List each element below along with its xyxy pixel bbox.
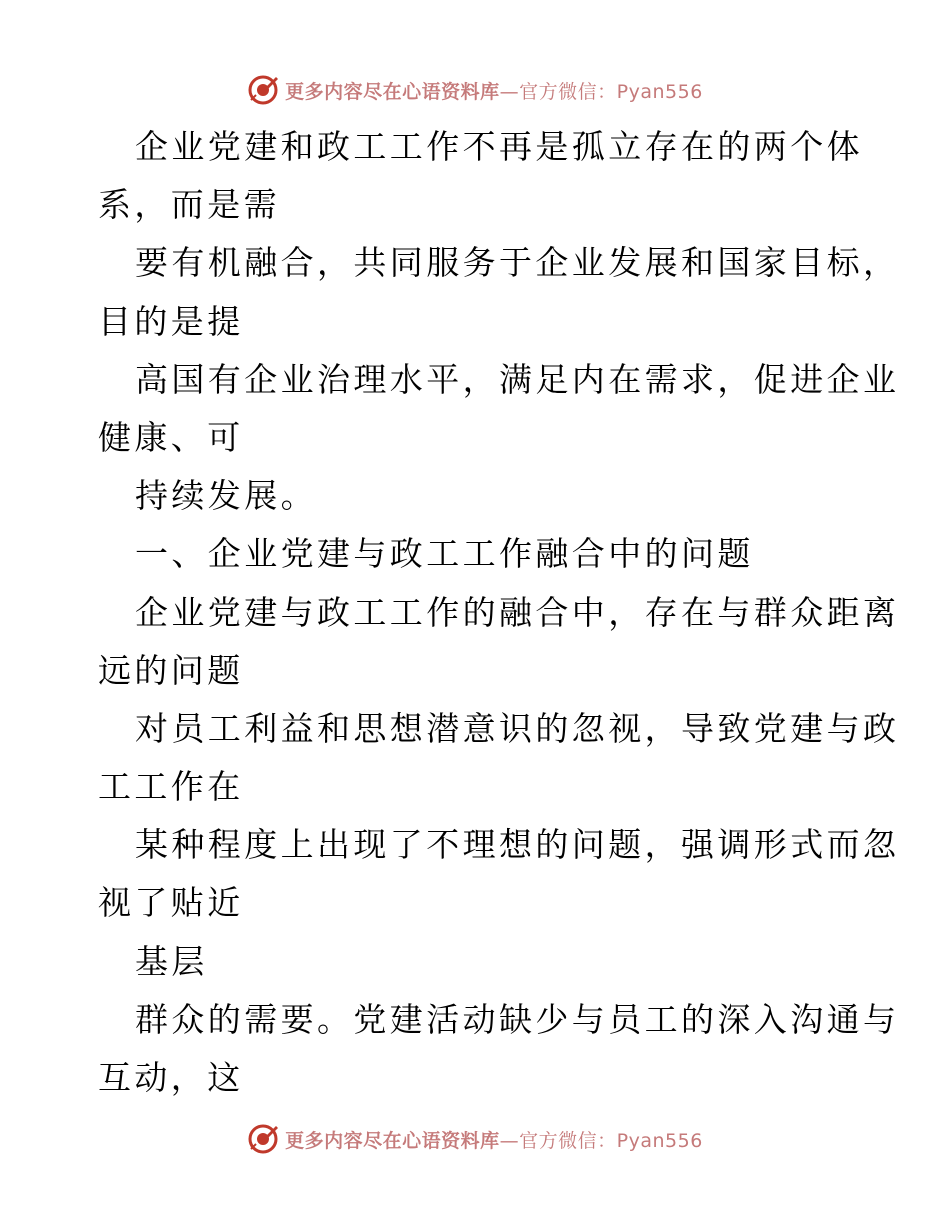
watermark-text bbox=[285, 77, 703, 104]
section-heading: 一、企业党建与政工工作融合中的问题 bbox=[135, 534, 754, 574]
text-line: 健康、可 bbox=[98, 417, 244, 457]
text-line: 企业党建与政工工作的融合中，存在与群众距离 bbox=[135, 592, 900, 632]
watermark-text-rest: —官方微信：Pyan556 bbox=[499, 1129, 703, 1152]
text-line: 某种程度上出现了不理想的问题，强调形式而忽 bbox=[135, 825, 900, 865]
text-line: 企业党建和政工工作不再是孤立存在的两个体 bbox=[135, 127, 863, 166]
text-line: 系，而是需 bbox=[98, 185, 280, 225]
text-line: 工工作在 bbox=[98, 767, 244, 807]
document-body bbox=[98, 118, 900, 1107]
text-line: 高国有企业治理水平，满足内在需求，促进企业 bbox=[135, 359, 900, 399]
watermark-text-rest: —官方微信：Pyan556 bbox=[499, 80, 703, 103]
text-line: 互动，这 bbox=[98, 1058, 244, 1097]
text-line: 基层 bbox=[135, 941, 208, 981]
pen-logo-icon bbox=[247, 1123, 279, 1155]
text-line: 群众的需要。党建活动缺少与员工的深入沟通与 bbox=[135, 999, 900, 1039]
text-line: 远的问题 bbox=[98, 650, 244, 690]
watermark-text-main: 更多内容尽在心语资料库 bbox=[285, 80, 500, 103]
text-line: 目的是提 bbox=[98, 301, 244, 341]
watermark-text bbox=[285, 1126, 703, 1153]
footer-watermark bbox=[0, 1121, 950, 1157]
text-line: 视了贴近 bbox=[98, 883, 244, 923]
text-line: 要有机融合，共同服务于企业发展和国家目标， bbox=[135, 243, 900, 283]
text-line: 对员工利益和思想潜意识的忽视，导致党建与政 bbox=[135, 708, 900, 748]
header-watermark bbox=[0, 72, 950, 108]
text-line: 持续发展。 bbox=[135, 476, 317, 516]
pen-logo-icon bbox=[247, 74, 279, 106]
watermark-text-main: 更多内容尽在心语资料库 bbox=[285, 1129, 500, 1152]
